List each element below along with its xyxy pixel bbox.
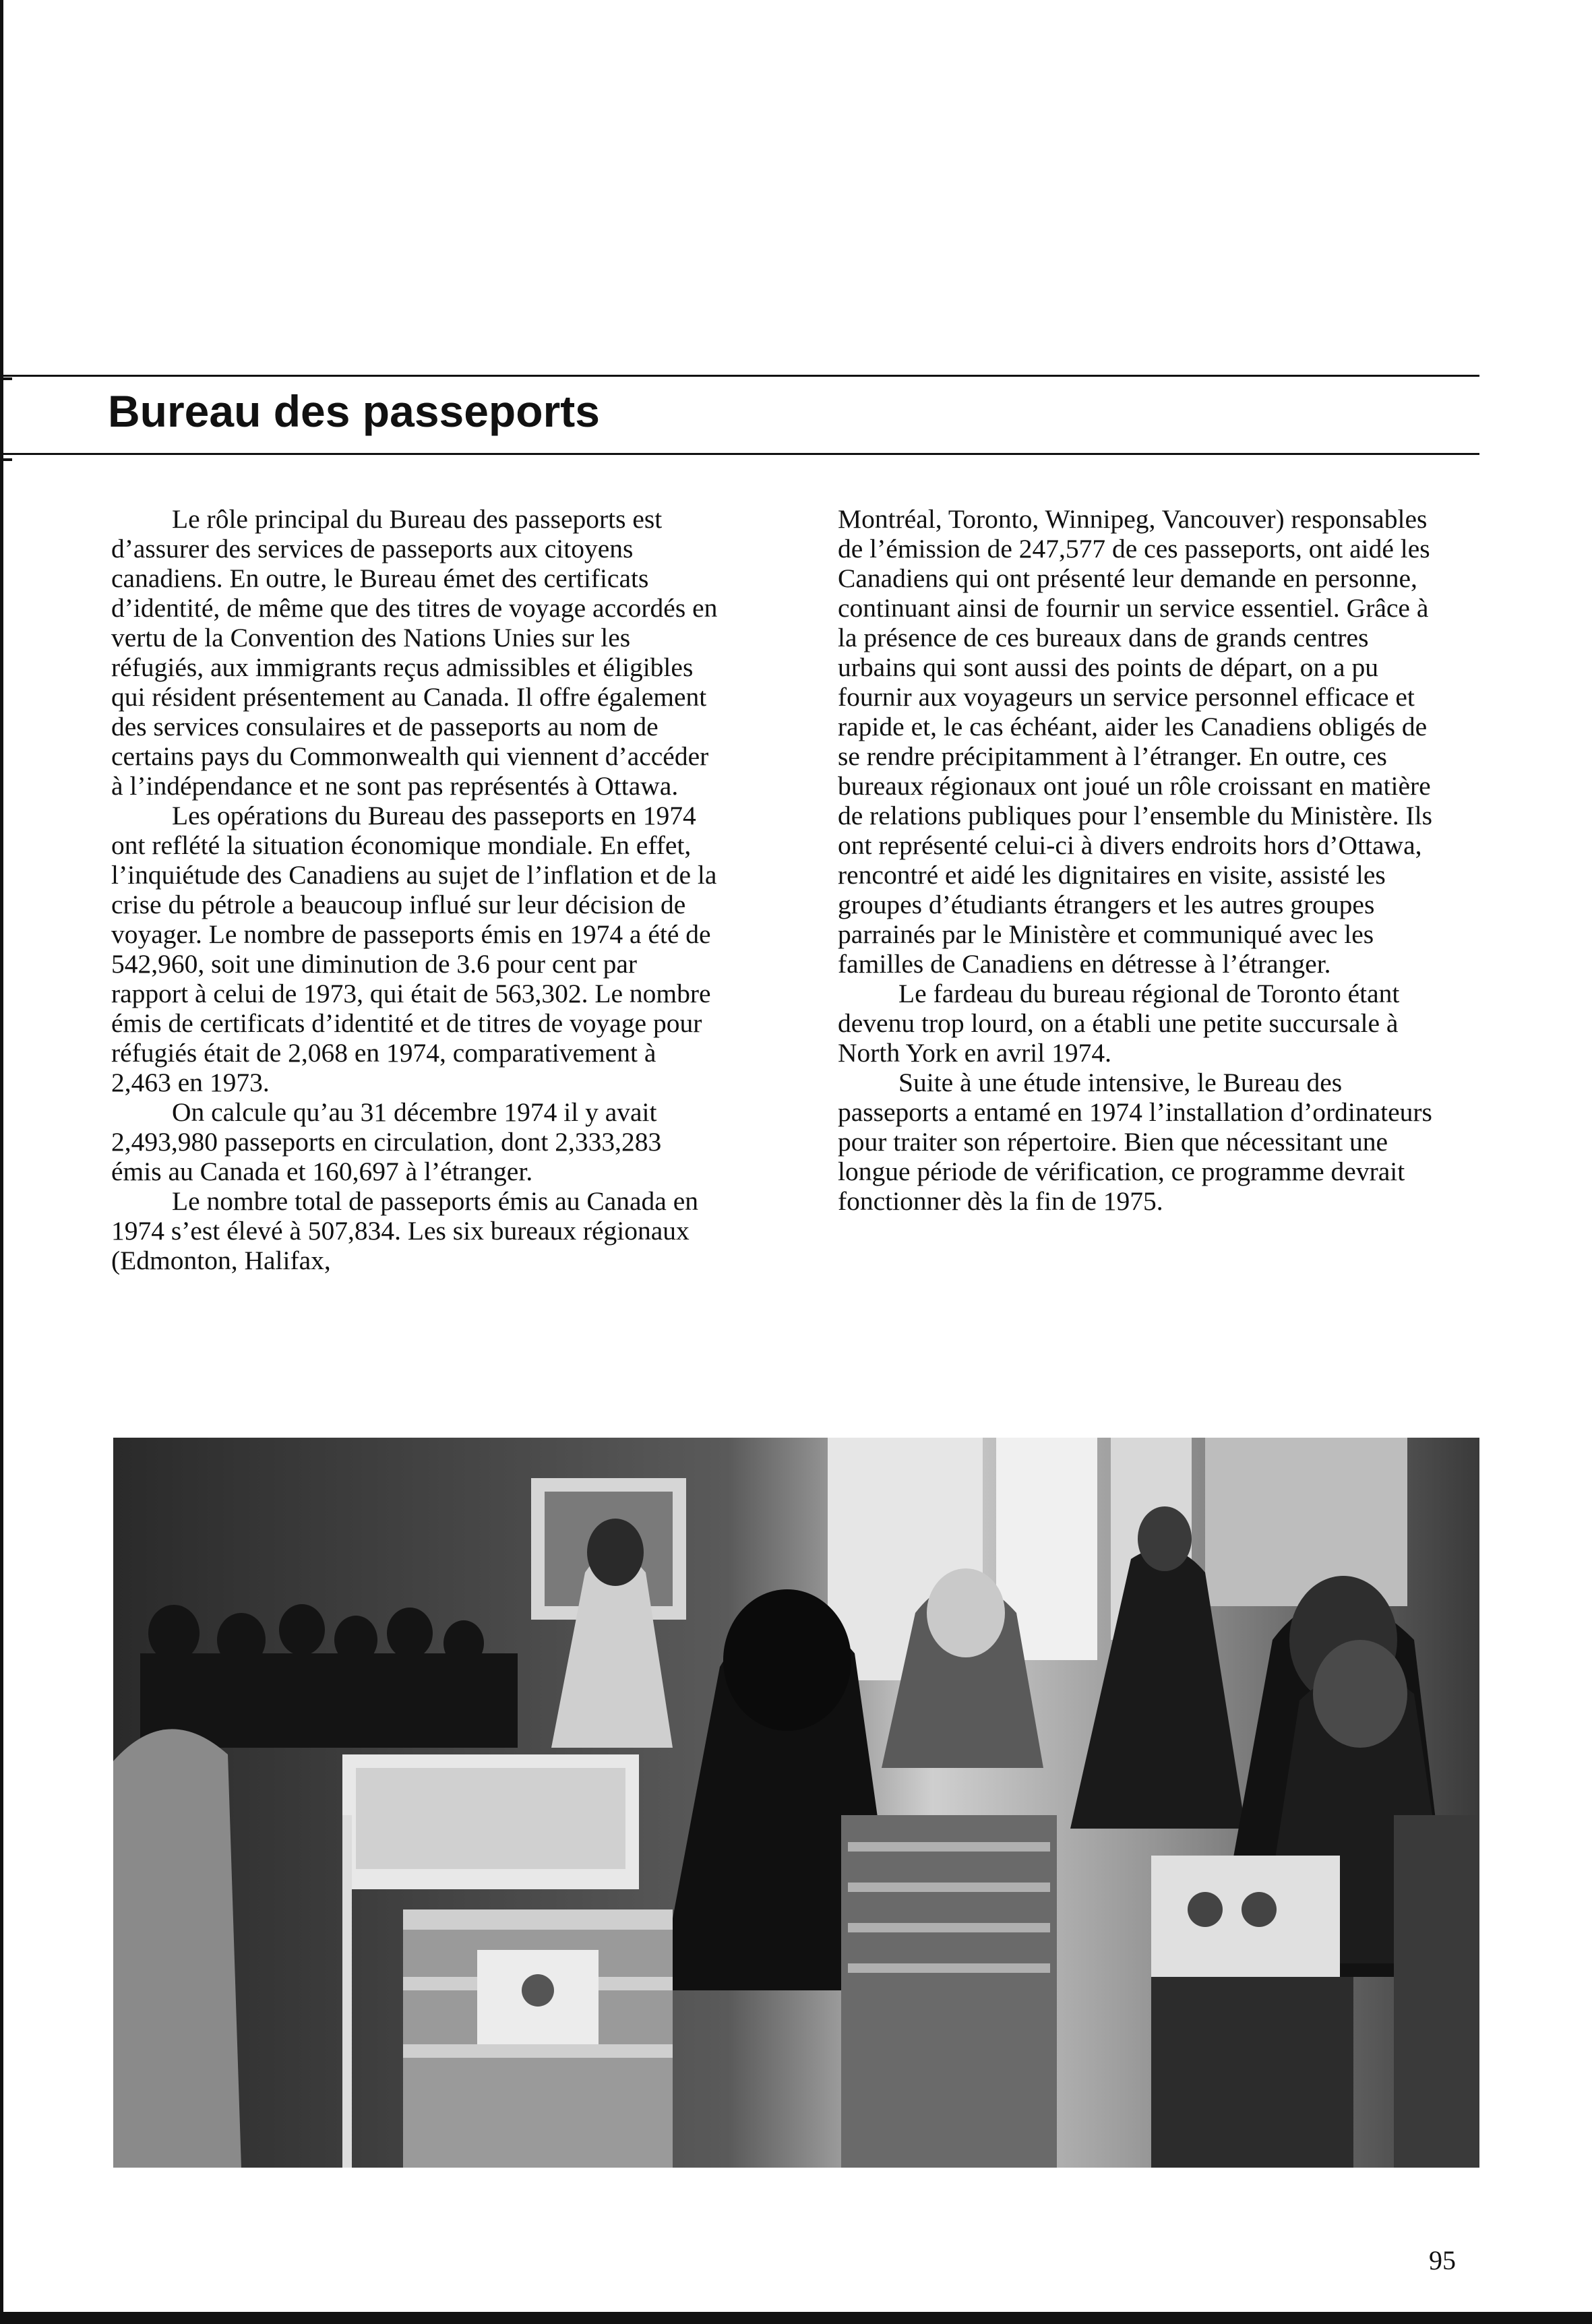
left-border-tick xyxy=(0,458,12,461)
paragraph: Suite à une étude intensive, le Bureau des passeports a entamé en 1974 l’installation d’ordinateurs pour traiter son répertoire. Bien que nécessitant une longue période de vérification, ce programme devrait fonctionner dès la fin de 1975. xyxy=(838,1068,1432,1216)
paragraph-continued: Montréal, Toronto, Winnipeg, Vancouver) responsables de l’émission de 247,577 de ces passeports, ont aidé les Canadiens qui ont présenté leur demande en personne, continuant ainsi de fournir un service essentiel. Grâce à la présence de ces bureaux dans de grands centres urbains qui sont aussi des points de départ, on a pu fournir aux voyageurs un service personnel efficace et rapide et, le cas échéant, aider les Canadiens obligés de se rendre précipitamment à l’étranger. En outre, ces bureaux régionaux ont joué un rôle croissant en matière de relations publiques pour l’ensemble du Ministère. Ils ont représenté celui-ci à divers endroits hors d’Ottawa, rencontré et aidé les dignitaires en visite, assisté les groupes d’étudiants étrangers et les autres groupes parrainés par le Ministère et communiqué avec les familles de Canadiens en détresse à l’étranger. xyxy=(838,504,1432,979)
paragraph: Le fardeau du bureau régional de Toronto étant devenu trop lourd, on a établi une petite succursale à North York en avril 1974. xyxy=(838,979,1400,1068)
page-number: 95 xyxy=(1429,2245,1456,2275)
left-text-column xyxy=(111,504,718,1275)
title-top-rule xyxy=(0,375,1479,377)
photo-illustration xyxy=(113,1438,1479,2168)
left-border-tick xyxy=(0,377,12,380)
title-bottom-rule xyxy=(0,453,1479,455)
section-title: Bureau des passeports xyxy=(108,386,600,436)
page-bottom-edge xyxy=(0,2312,1592,2324)
right-text-column xyxy=(838,504,1444,1216)
paragraph: On calcule qu’au 31 décembre 1974 il y avait 2,493,980 passeports en circulation, dont 2,333,283 émis au Canada et 160,697 à l’étranger. xyxy=(111,1097,662,1186)
paragraph: Le nombre total de passeports émis au Canada en 1974 s’est élevé à 507,834. Les six bureaux régionaux (Edmonton, Halifax, xyxy=(111,1186,698,1275)
page-left-border xyxy=(0,0,3,2324)
passport-office-photo xyxy=(113,1438,1479,2168)
paragraph: Le rôle principal du Bureau des passeports est d’assurer des services de passeports aux citoyens canadiens. En outre, le Bureau émet des certificats d’identité, de même que des titres de voyage accordés en vertu de la Convention des Nations Unies sur les réfugiés, aux immigrants reçus admissibles et éligibles qui résident présentement au Canada. Il offre également des services consulaires et de passeports au nom de certains pays du Commonwealth qui viennent d’accéder à l’indépendance et ne sont pas représentés à Ottawa. xyxy=(111,504,718,801)
paragraph: Les opérations du Bureau des passeports en 1974 ont reflété la situation économique mondiale. En effet, l’inquiétude des Canadiens au sujet de l’inflation et de la crise du pétrole a beaucoup influé sur leur décision de voyager. Le nombre de passeports émis en 1974 a été de 542,960, soit une diminution de 3.6 pour cent par rapport à celui de 1973, qui était de 563,302. Le nombre émis de certificats d’identité et de titres de voyage pour réfugiés était de 2,068 en 1974, comparativement à 2,463 en 1973. xyxy=(111,801,717,1097)
